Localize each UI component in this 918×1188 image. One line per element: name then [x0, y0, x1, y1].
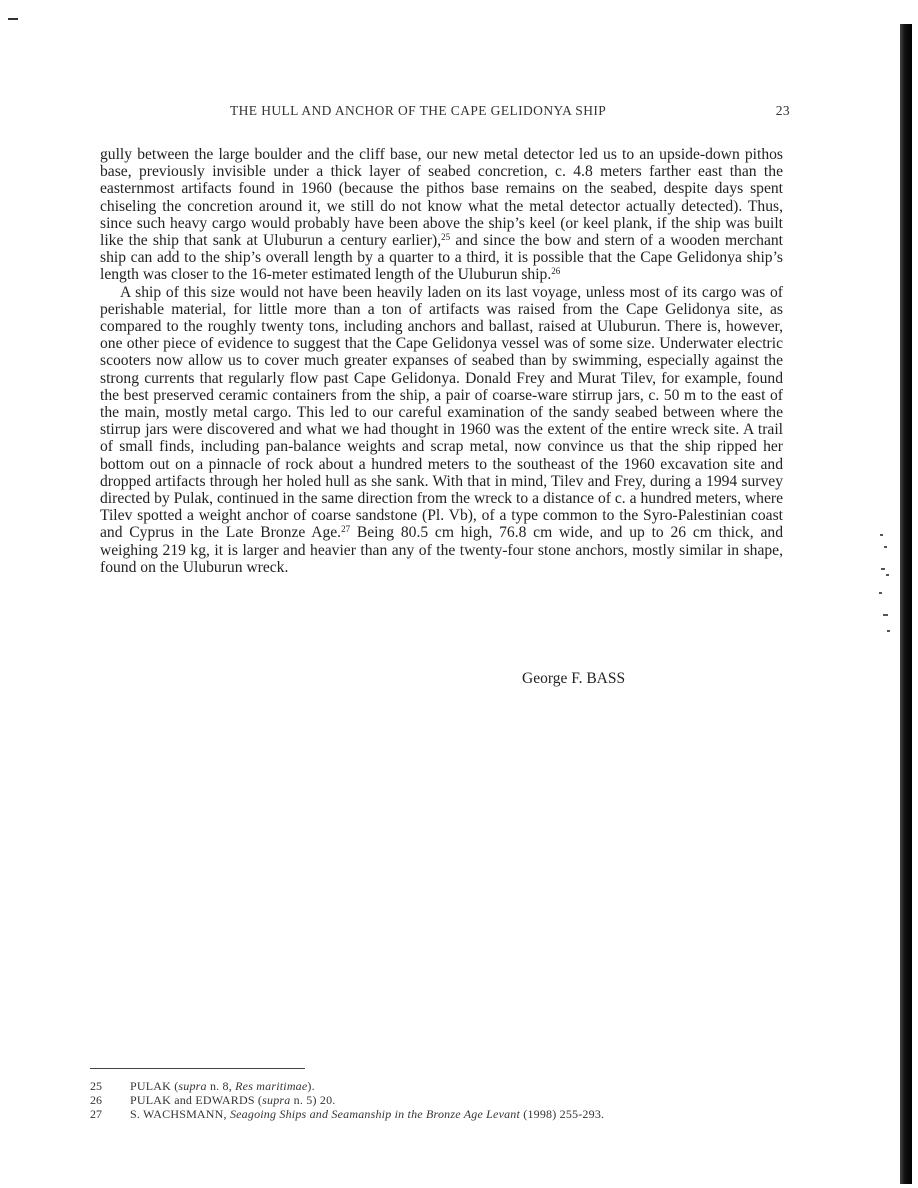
footnote-text: PULAK (supra n. 8, Res maritimae).: [130, 1079, 315, 1093]
page-number: 23: [775, 103, 790, 118]
paragraph-2: [100, 284, 783, 576]
paragraph-1: [100, 146, 783, 284]
footnote-text: S. WACHSMANN, Seagoing Ships and Seamanship in the Bronze Age Levant (1998) 255-293.: [130, 1107, 605, 1121]
paragraph-1-text-b: and since the bow and stern of a wooden merchant ship can add to the ship’s overall length by a quarter to a third, it is possible that the Cape Gelidonya ship’s length was closer to the 16-meter estimated length of the Uluburun ship.: [100, 232, 783, 284]
footnote-number: 25: [90, 1079, 102, 1093]
footnotes: [90, 1079, 730, 1121]
scan-binding-shadow: [900, 24, 912, 1184]
author-signature: George F. BASS: [522, 670, 626, 687]
paragraph-1-text-a: gully between the large boulder and the cliff base, our new metal detector led us to an upside-down pithos base, previously invisible under a thick layer of seabed concretion, c. 4.8 meters farther east than the easternmost artifacts found in 1960 (because the pithos base remains on the seabed, despite days spent chiseling the concretion around it, we still do not know what the metal detector actually detected). Thus, since such heavy cargo would probably have been above the ship’s keel (or keel plank, if the ship was built like the ship that sank at Uluburun a century earlier),: [100, 146, 783, 250]
paragraph-2-text-b: Being 80.5 cm high, 76.8 cm wide, and up to 26 cm thick, and weighing 219 kg, it is larger and heavier than any of the twenty-four stone anchors, mostly similar in shape, found on the Uluburun wreck.: [100, 524, 783, 576]
body-text: [100, 146, 783, 576]
footnote-divider: [90, 1068, 305, 1069]
footnote-ref-25[interactable]: 25: [441, 232, 451, 243]
footnote-ref-27[interactable]: 27: [341, 524, 351, 535]
footnote-ref-26[interactable]: 26: [551, 266, 561, 277]
scan-edge-specks: [878, 530, 892, 640]
footnote-25: [90, 1079, 730, 1093]
running-title: THE HULL AND ANCHOR OF THE CAPE GELIDONYA SHIP: [230, 103, 607, 118]
paragraph-2-text-a: A ship of this size would not have been heavily laden on its last voyage, unless most of its cargo was of perishable material, for little more than a ton of artifacts was raised from the Cape Gelidonya site, as compared to the roughly twenty tons, including anchors and ballast, raised at Uluburun. There is, however, one other piece of evidence to suggest that the Cape Gelidonya vessel was of some size. Underwater electric scooters now allow us to cover much greater expanses of seabed than by swimming, especially against the strong currents that regularly flow past Cape Gelidonya. Donald Frey and Murat Tilev, for example, found the best preserved ceramic containers from the ship, a pair of coarse-ware stirrup jars, c. 50 m to the east of the main, mostly metal cargo. This led to our careful examination of the sandy seabed between where the stirrup jars were discovered and what we had thought in 1960 was the extent of the entire wreck site. A trail of small finds, including pan-balance weights and scrap metal, now convince us that the ship ripped her bottom out on a pinnacle of rock about a hundred meters to the southeast of the 1960 excavation site and dropped artifacts through her holed hull as she sank. With that in mind, Tilev and Frey, during a 1994 survey directed by Pulak, continued in the same direction from the wreck to a distance of c. a hundred meters, where Tilev spotted a weight anchor of coarse sandstone (Pl. Vb), of a type common to the Syro-Palestinian coast and Cyprus in the Late Bronze Age.: [100, 283, 783, 542]
running-head: [100, 103, 790, 123]
footnote-text: PULAK and EDWARDS (supra n. 5) 20.: [130, 1093, 336, 1107]
footnote-number: 26: [90, 1093, 102, 1107]
scan-mark: [8, 18, 18, 20]
footnote-27: [90, 1107, 730, 1121]
footnote-26: [90, 1093, 730, 1107]
footnote-number: 27: [90, 1107, 102, 1121]
